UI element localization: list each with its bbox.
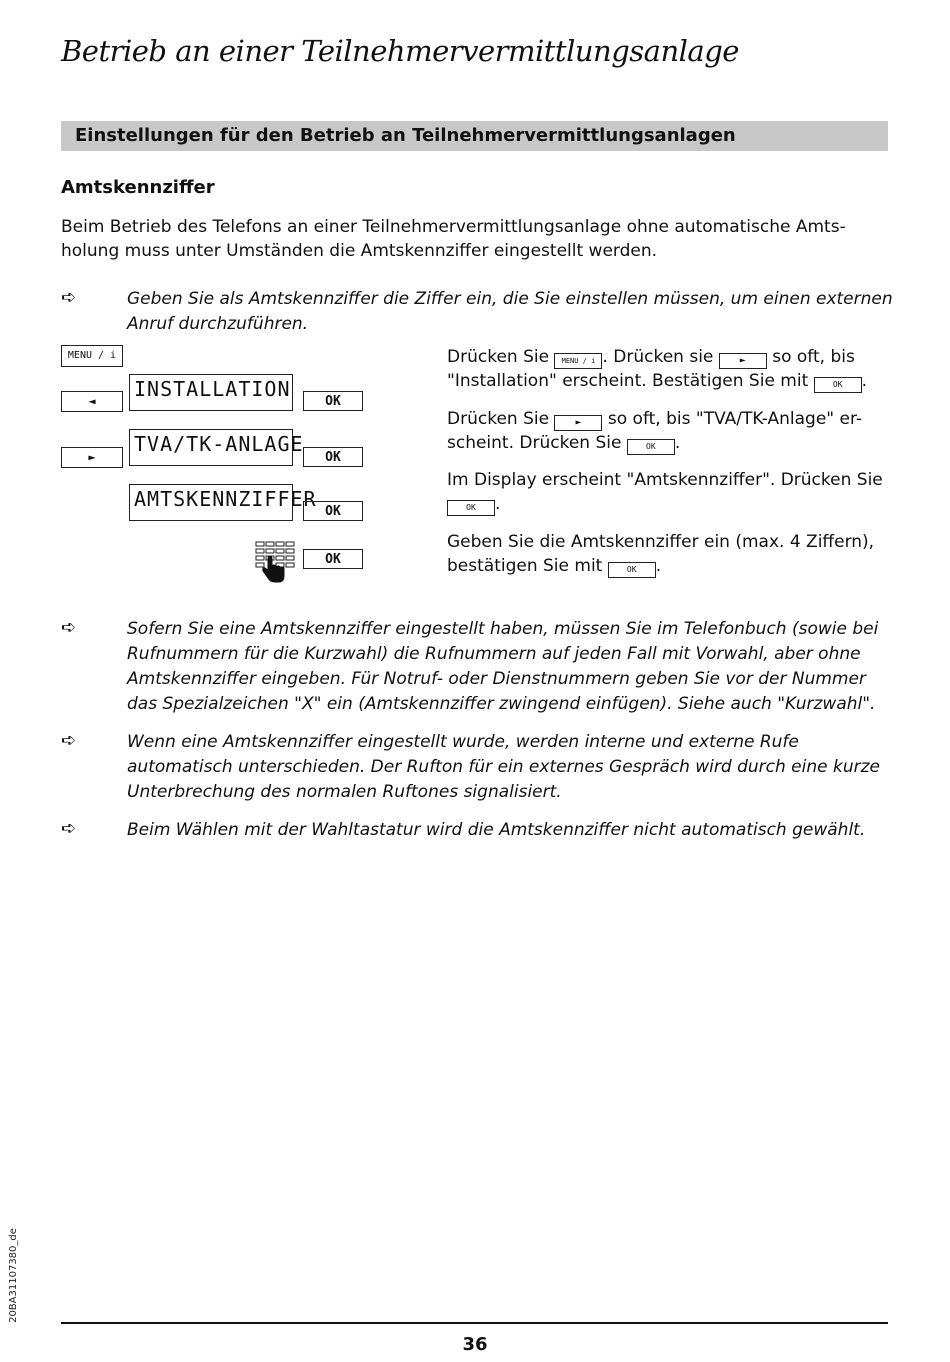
note-line: automatisch unterschieden. Der Rufton für ein externes Gespräch wird durch eine kurze — [127, 757, 880, 777]
menu-key: MENU / i — [61, 345, 123, 367]
intro-line: Beim Betrieb des Telefons an einer Teilnehmervermittlungsanlage ohne automatische Amts- — [61, 217, 846, 237]
page-title: Betrieb an einer Teilnehmervermittlungsanlage — [61, 34, 739, 68]
note-line: Sofern Sie eine Amtskennziffer eingestellt haben, müssen Sie im Telefonbuch (sowie bei — [127, 619, 879, 639]
ok-key-inline: OK — [447, 500, 495, 516]
ok-key: OK — [303, 447, 363, 467]
ok-key: OK — [303, 501, 363, 521]
right-arrow-key-inline: ► — [719, 353, 767, 369]
footer-divider — [61, 1322, 888, 1324]
intro-paragraph — [61, 215, 871, 263]
document-code: 20BA31107380_de — [7, 1228, 19, 1323]
step-text: Drücken Sie — [447, 347, 550, 367]
right-arrow-key-inline: ► — [554, 415, 602, 431]
step-text: bestätigen Sie mit — [447, 556, 603, 576]
step-text: . — [674, 433, 681, 453]
step-text: . — [861, 371, 868, 391]
right-arrow-key: ► — [61, 447, 123, 468]
step-text: Im Display erscheint "Amtskennziffer". Drücken Sie — [447, 470, 883, 490]
ok-key-inline: OK — [627, 439, 675, 455]
step-text: scheint. Drücken Sie — [447, 433, 622, 453]
step-text: so oft, bis "TVA/TK-Anlage" er- — [607, 409, 862, 429]
step-text: so oft, bis — [772, 347, 855, 367]
step-4 — [447, 530, 902, 578]
note-line: das Spezialzeichen "X" ein (Amtskennziffer zwingend einfügen). Siehe auch "Kurzwahl". — [127, 694, 876, 714]
lcd-display-tk-anlage: TVA/TK-ANLAGE — [129, 429, 293, 466]
menu-key-inline: MENU / i — [554, 353, 602, 369]
left-arrow-key: ◄ — [61, 391, 123, 412]
ok-key-inline: OK — [814, 377, 862, 393]
lcd-display-amtskennziffer: AMTSKENNZIFFER — [129, 484, 293, 521]
step-1 — [447, 345, 902, 393]
note-line: Rufnummern für die Kurzwahl) die Rufnummern auf jeden Fall mit Vorwahl, aber ohne — [127, 644, 861, 664]
page-number: 36 — [462, 1334, 488, 1355]
subsection-title: Amtskennziffer — [61, 177, 215, 198]
step-text: Geben Sie die Amtskennziffer ein (max. 4 Ziffern), — [447, 532, 875, 552]
step-text: . — [655, 556, 662, 576]
hint-arrow-icon: ➪ — [61, 287, 77, 308]
ok-key: OK — [303, 549, 363, 569]
step-2 — [447, 407, 902, 455]
lcd-display-installation: INSTALLATION — [129, 374, 293, 411]
step-text: . — [495, 494, 501, 514]
step-text: . Drücken sie — [602, 347, 714, 367]
note-paragraph — [127, 617, 897, 717]
intro-line: holung muss unter Umständen die Amtskennziffer eingestellt werden. — [61, 241, 658, 261]
ok-key-inline: OK — [608, 562, 656, 578]
hint-arrow-icon: ➪ — [61, 818, 77, 839]
step-text: "Installation" erscheint. Bestätigen Sie mit — [447, 371, 809, 391]
note-line: Beim Wählen mit der Wahltastatur wird die Amtskennziffer nicht automatisch gewählt. — [127, 820, 866, 840]
note-line: Amtskennziffer eingeben. Für Notruf- oder Dienstnummern geben Sie vor der Nummer — [127, 669, 866, 689]
note-paragraph — [127, 730, 897, 805]
note-paragraph — [127, 818, 897, 843]
note-line: Wenn eine Amtskennziffer eingestellt wurde, werden interne und externe Rufe — [127, 732, 799, 752]
keypad-hand-icon — [254, 540, 296, 584]
step-text: Drücken Sie — [447, 409, 550, 429]
note-line: Unterbrechung des normalen Ruftones signalisiert. — [127, 782, 562, 802]
ok-key: OK — [303, 391, 363, 411]
step-3 — [447, 468, 902, 516]
hint-arrow-icon: ➪ — [61, 730, 77, 751]
note-line: Anruf durchzuführen. — [127, 314, 309, 334]
hint-arrow-icon: ➪ — [61, 617, 77, 638]
note-line: Geben Sie als Amtskennziffer die Ziffer ein, die Sie einstellen müssen, um einen externen — [127, 289, 893, 309]
section-title: Einstellungen für den Betrieb an Teilnehmervermittlungsanlagen — [75, 125, 736, 146]
note-paragraph — [127, 287, 897, 337]
